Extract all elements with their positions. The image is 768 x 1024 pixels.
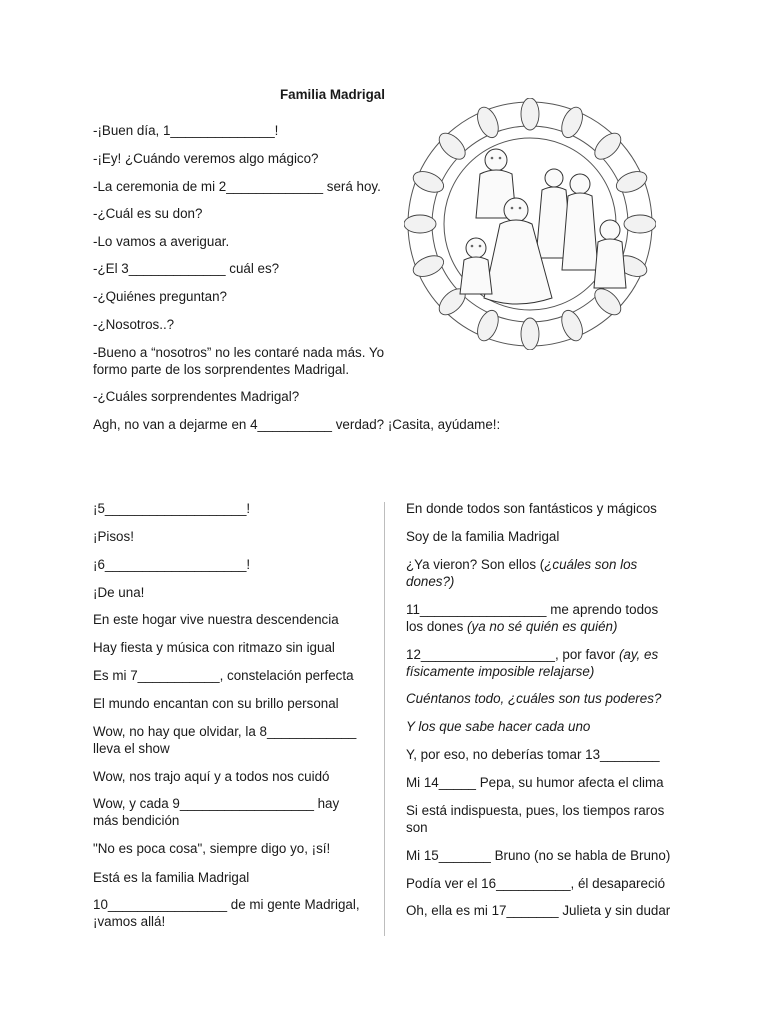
lyric-text: 11_________________ me aprendo todos los dones [406,602,659,634]
lyric-line: Mi 15_______ Bruno (no se habla de Bruno) [406,848,671,863]
petal-ornament [521,98,539,130]
lyric-line: En este hogar vive nuestra descendencia [93,612,339,627]
lyric-italic: (ay, es físicamente imposible relajarse) [406,647,659,679]
intro-line: -¿El 3_____________ cuál es? [93,261,280,276]
petal-ornament [558,307,587,343]
lyric-line: Oh, ella es mi 17_______ Julieta y sin dudar [406,903,671,918]
intro-line: -¿Nosotros..? [93,317,175,332]
lyric-italic: Cuéntanos todo, ¿cuáles son tus poderes? [406,691,662,706]
lyric-line: ¡5___________________! [93,501,251,516]
lyric-line: Hay fiesta y música con ritmazo sin igual [93,640,335,655]
intro-line: -La ceremonia de mi 2_____________ será hoy. [93,179,381,194]
lyric-line: Si está indispuesta, pues, los tiempos raros son [406,803,665,835]
lyric-line: Soy de la familia Madrigal [406,529,560,544]
petal-ornament [435,129,470,164]
lyric-line: "No es poca cosa", siempre digo yo, ¡sí! [93,841,331,856]
petal-ornament [404,215,436,233]
lyric-line: ¡Pisos! [93,529,134,544]
lyric-line: El mundo encantan con su brillo personal [93,696,339,711]
petal-ornament [624,215,656,233]
lyric-line: Podía ver el 16__________, él desapareció [406,876,666,891]
lyric-text: 12__________________, por favor [406,647,619,662]
lyric-italic: (ya no sé quién es quién) [467,619,618,634]
petal-ornament [410,252,446,281]
lyric-line [406,601,671,635]
intro-line: -¡Ey! ¿Cuándo veremos algo mágico? [93,151,319,166]
petal-ornament [590,284,625,319]
lyric-line [406,646,671,680]
family-illustration [404,98,656,350]
petal-ornament [613,167,649,196]
petal-ornament [410,167,446,196]
lyric-line: ¡6___________________! [93,557,251,572]
intro-line: Agh, no van a dejarme en 4__________ verdad? ¡Casita, ayúdame!: [93,417,501,432]
lyric-line: En donde todos son fantásticos y mágicos [406,501,657,516]
lyric-line: Wow, y cada 9__________________ hay más bendición [93,796,340,828]
petal-ornament [590,129,625,164]
lyric-line: Wow, no hay que olvidar, la 8____________ lleva el show [93,724,357,756]
lyric-italic: ¿cuáles son los dones?) [406,557,638,589]
lyric-line [406,718,590,735]
intro-line: -¿Quiénes preguntan? [93,289,227,304]
column-divider [384,502,385,936]
lyric-line: Está es la familia Madrigal [93,870,250,885]
lyric-line [406,690,661,707]
intro-line: -¿Cuál es su don? [93,206,203,221]
lyric-line: Mi 14_____ Pepa, su humor afecta el clima [406,775,664,790]
page-title: Familia Madrigal [280,87,385,102]
lyric-line [406,556,671,590]
lyric-italic: Y los que sabe hacer cada uno [406,719,591,734]
lyric-line: Wow, nos trajo aquí y a todos nos cuidó [93,769,330,784]
lyric-line: Y, por eso, no deberías tomar 13________ [406,747,660,762]
intro-line: -¿Cuáles sorprendentes Madrigal? [93,389,300,404]
lyric-text: ¿Ya vieron? Son ellos ( [406,557,545,572]
lyric-line: 10________________ de mi gente Madrigal, ¡vamos allá! [93,897,360,929]
intro-line: -Bueno a “nosotros” no les contaré nada más. Yo formo parte de los sorprendentes Madrigal. [93,345,385,377]
intro-line: -¡Buen día, 1______________! [93,123,279,138]
petal-ornament [521,318,539,350]
petal-ornament [558,104,587,140]
petal-ornament [473,307,502,343]
intro-line: -Lo vamos a averiguar. [93,234,230,249]
lyric-line: ¡De una! [93,585,145,600]
petal-ornament [473,104,502,140]
lyric-line: Es mi 7___________, constelación perfecta [93,668,354,683]
